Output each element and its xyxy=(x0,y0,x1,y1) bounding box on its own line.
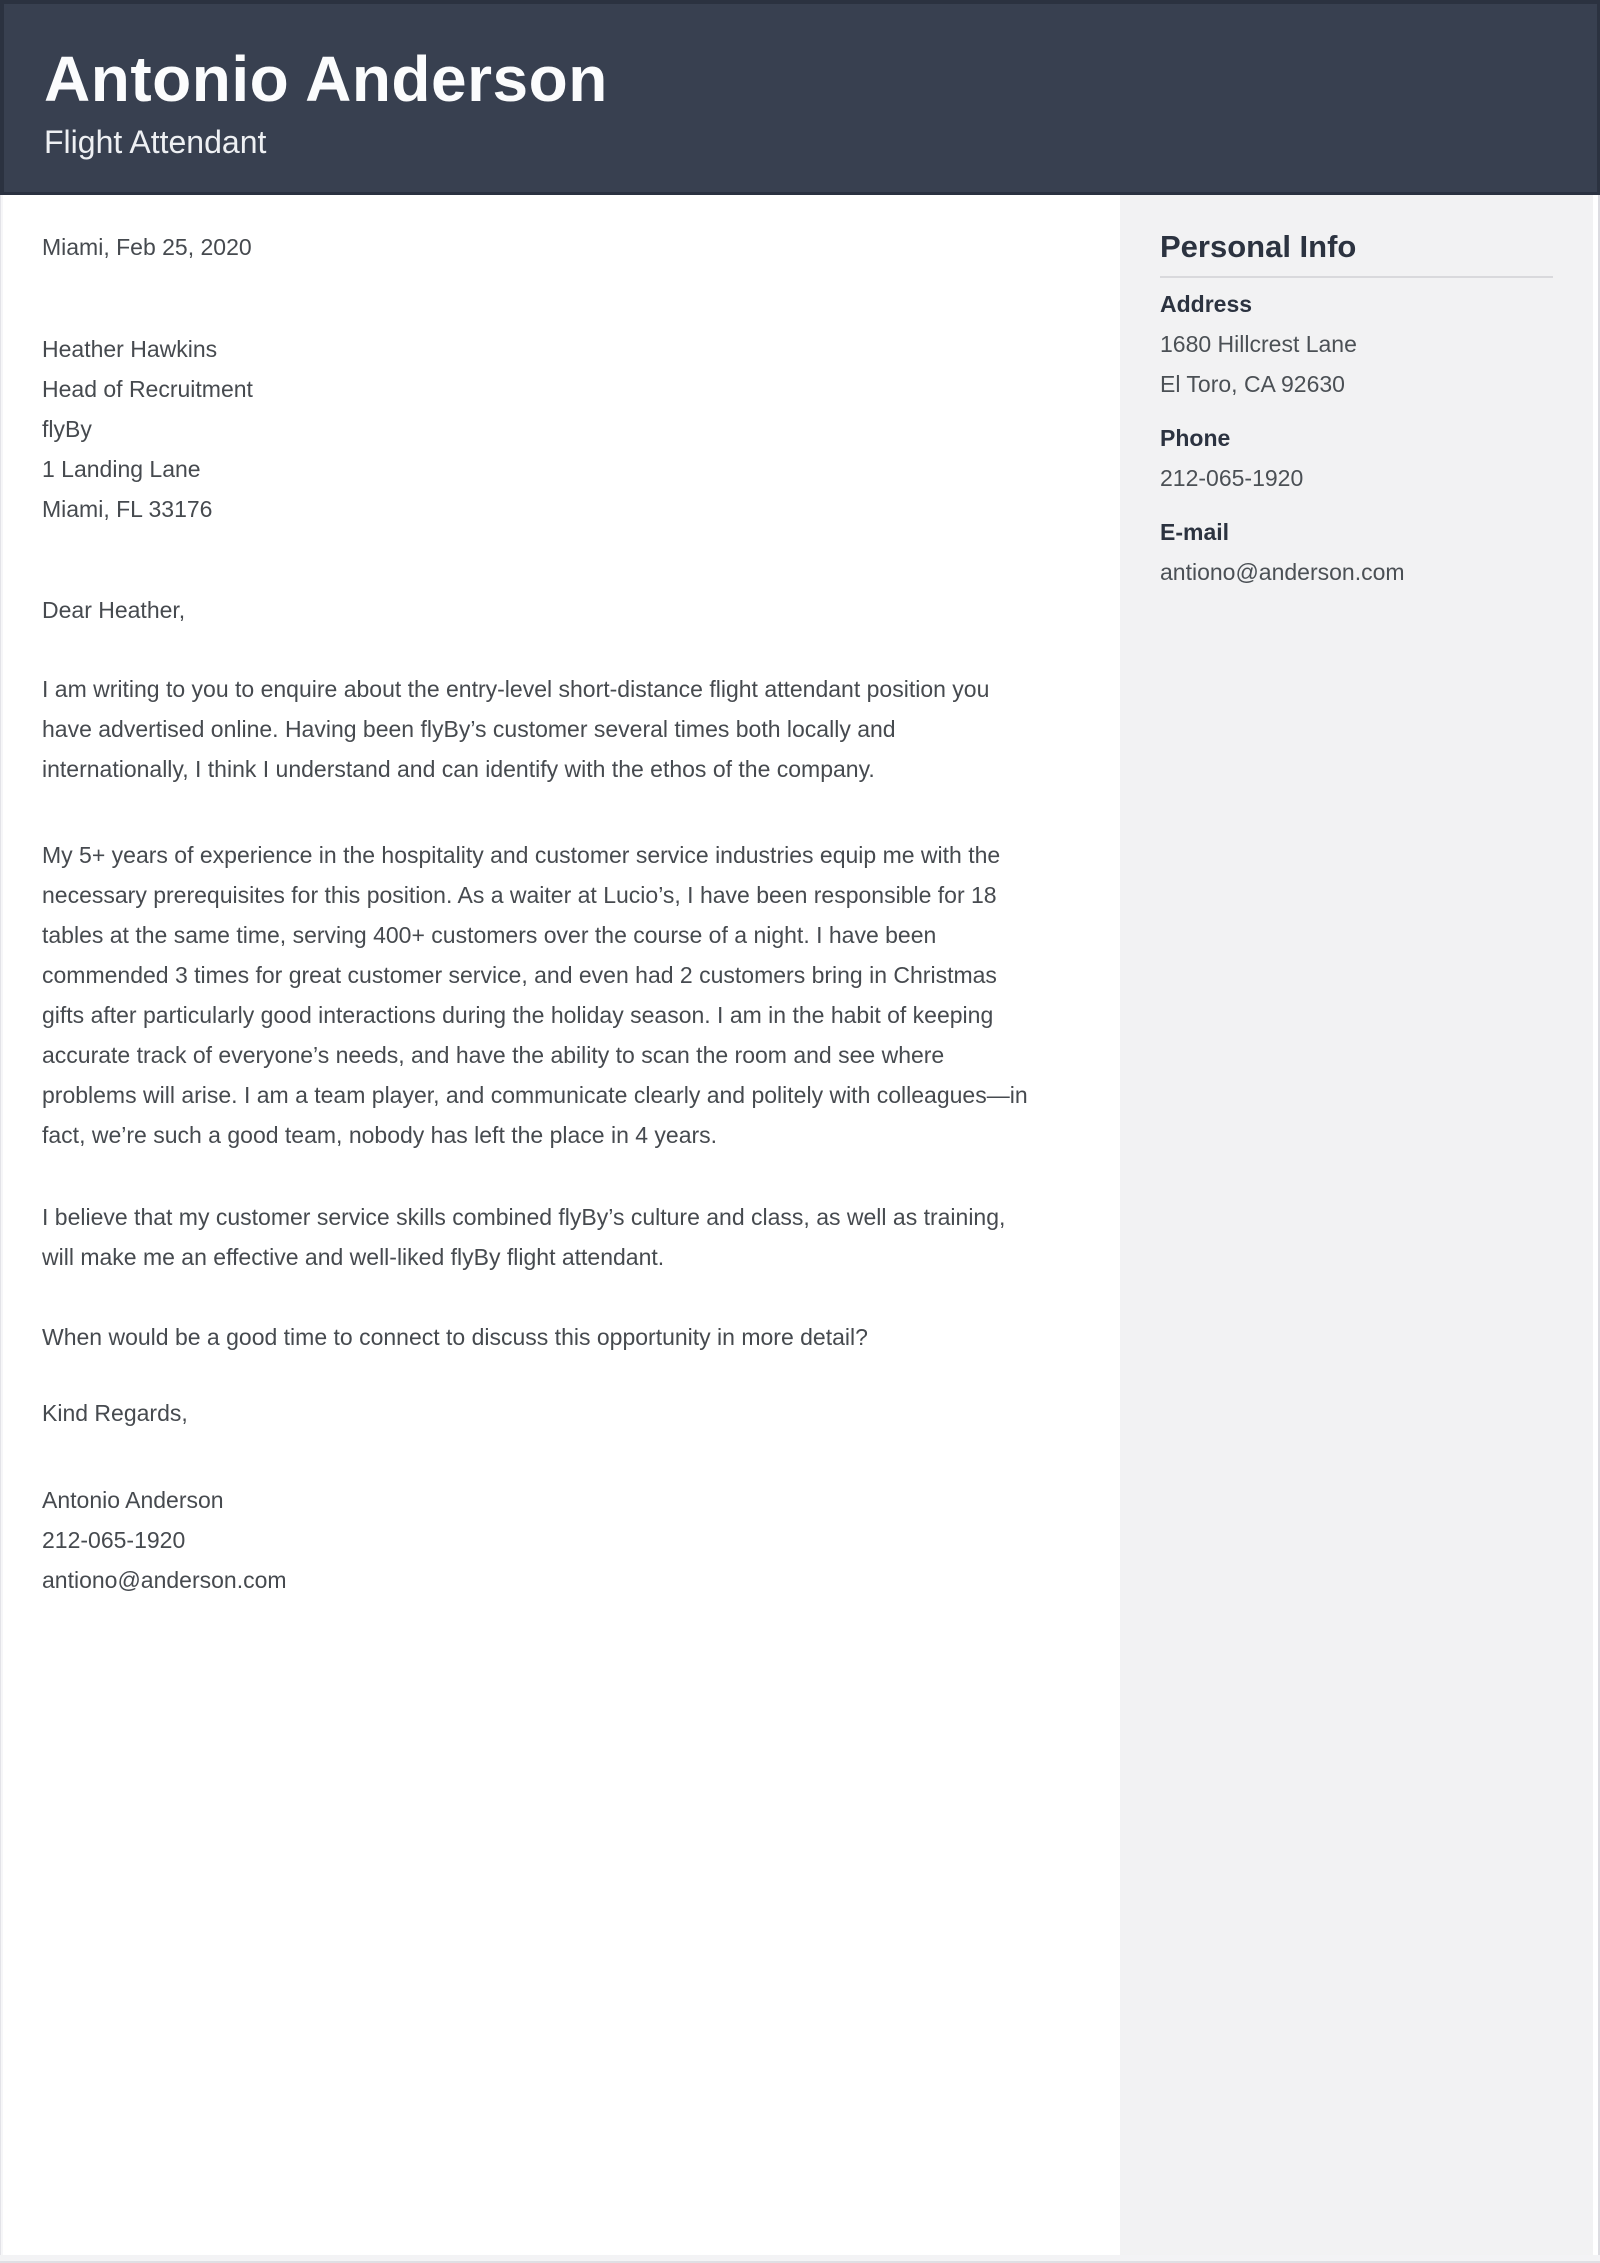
recipient-city: Miami, FL 33176 xyxy=(42,496,213,522)
address-line-1: 1680 Hillcrest Lane xyxy=(1160,331,1357,357)
recipient-company: flyBy xyxy=(42,416,92,442)
signature-email: antiono@anderson.com xyxy=(42,1567,287,1593)
letter-line: My 5+ years of experience in the hospitality and customer service industries equip me with the xyxy=(42,842,1001,868)
page-left-edge xyxy=(0,195,3,2263)
page-right-edge xyxy=(1593,195,1600,2263)
letter-header xyxy=(0,0,1600,195)
letter-line: problems will arise. I am a team player, and communicate clearly and politely with colleagues—in xyxy=(42,1082,1028,1108)
letter-line: tables at the same time, serving 400+ customers over the course of a night. I have been xyxy=(42,922,937,948)
phone-value: 212-065-1920 xyxy=(1160,465,1304,491)
letter-body xyxy=(42,195,1082,1600)
candidate-name: Antonio Anderson xyxy=(44,43,608,115)
sidebar-divider xyxy=(1160,276,1553,278)
address-line-2: El Toro, CA 92630 xyxy=(1160,371,1345,397)
sidebar-section-phone xyxy=(1160,418,1553,498)
paragraph-1 xyxy=(42,669,1082,789)
signature-block xyxy=(42,1480,1082,1600)
letter-line: have advertised online. Having been flyBy’s customer several times both locally and xyxy=(42,716,896,742)
letter-line: internationally, I think I understand and can identify with the ethos of the company. xyxy=(42,756,875,782)
recipient-name: Heather Hawkins xyxy=(42,336,218,362)
letter-line: accurate track of everyone’s needs, and have the ability to scan the room and see where xyxy=(42,1042,945,1068)
page-bottom-edge xyxy=(0,2255,1600,2263)
sidebar-section-address xyxy=(1160,284,1553,404)
sidebar-title: Personal Info xyxy=(1160,229,1357,264)
recipient-street: 1 Landing Lane xyxy=(42,456,201,482)
letter-line: fact, we’re such a good team, nobody has left the place in 4 years. xyxy=(42,1122,718,1148)
letter-line: I believe that my customer service skills combined flyBy’s culture and class, as well as training, xyxy=(42,1204,1006,1230)
candidate-job-title: Flight Attendant xyxy=(44,124,267,160)
letter-line: I am writing to you to enquire about the entry-level short-distance flight attendant position you xyxy=(42,676,990,702)
paragraph-4 xyxy=(42,1317,1082,1357)
email-value: antiono@anderson.com xyxy=(1160,559,1405,585)
letter-line: will make me an effective and well-liked flyBy flight attendant. xyxy=(42,1244,665,1270)
signature-name: Antonio Anderson xyxy=(42,1487,224,1513)
letter-line: When would be a good time to connect to discuss this opportunity in more detail? xyxy=(42,1324,868,1350)
signature-phone: 212-065-1920 xyxy=(42,1527,186,1553)
address-label: Address xyxy=(1160,291,1253,317)
letter-date: Miami, Feb 25, 2020 xyxy=(42,234,252,260)
recipient-block xyxy=(42,329,1082,529)
recipient-role: Head of Recruitment xyxy=(42,376,253,402)
paragraph-2 xyxy=(42,835,1082,1155)
phone-label: Phone xyxy=(1160,425,1231,451)
letter-line: necessary prerequisites for this position. As a waiter at Lucio’s, I have been responsible for 18 xyxy=(42,882,997,908)
closing-salutation: Kind Regards, xyxy=(42,1400,188,1426)
personal-info-sidebar xyxy=(1120,195,1593,2263)
paragraph-3 xyxy=(42,1197,1082,1277)
greeting: Dear Heather, xyxy=(42,597,186,623)
email-label: E-mail xyxy=(1160,519,1230,545)
sidebar-section-email xyxy=(1160,512,1553,592)
letter-line: gifts after particularly good interactions during the holiday season. I am in the habit of keeping xyxy=(42,1002,994,1028)
letter-line: commended 3 times for great customer service, and even had 2 customers bring in Christmas xyxy=(42,962,997,988)
